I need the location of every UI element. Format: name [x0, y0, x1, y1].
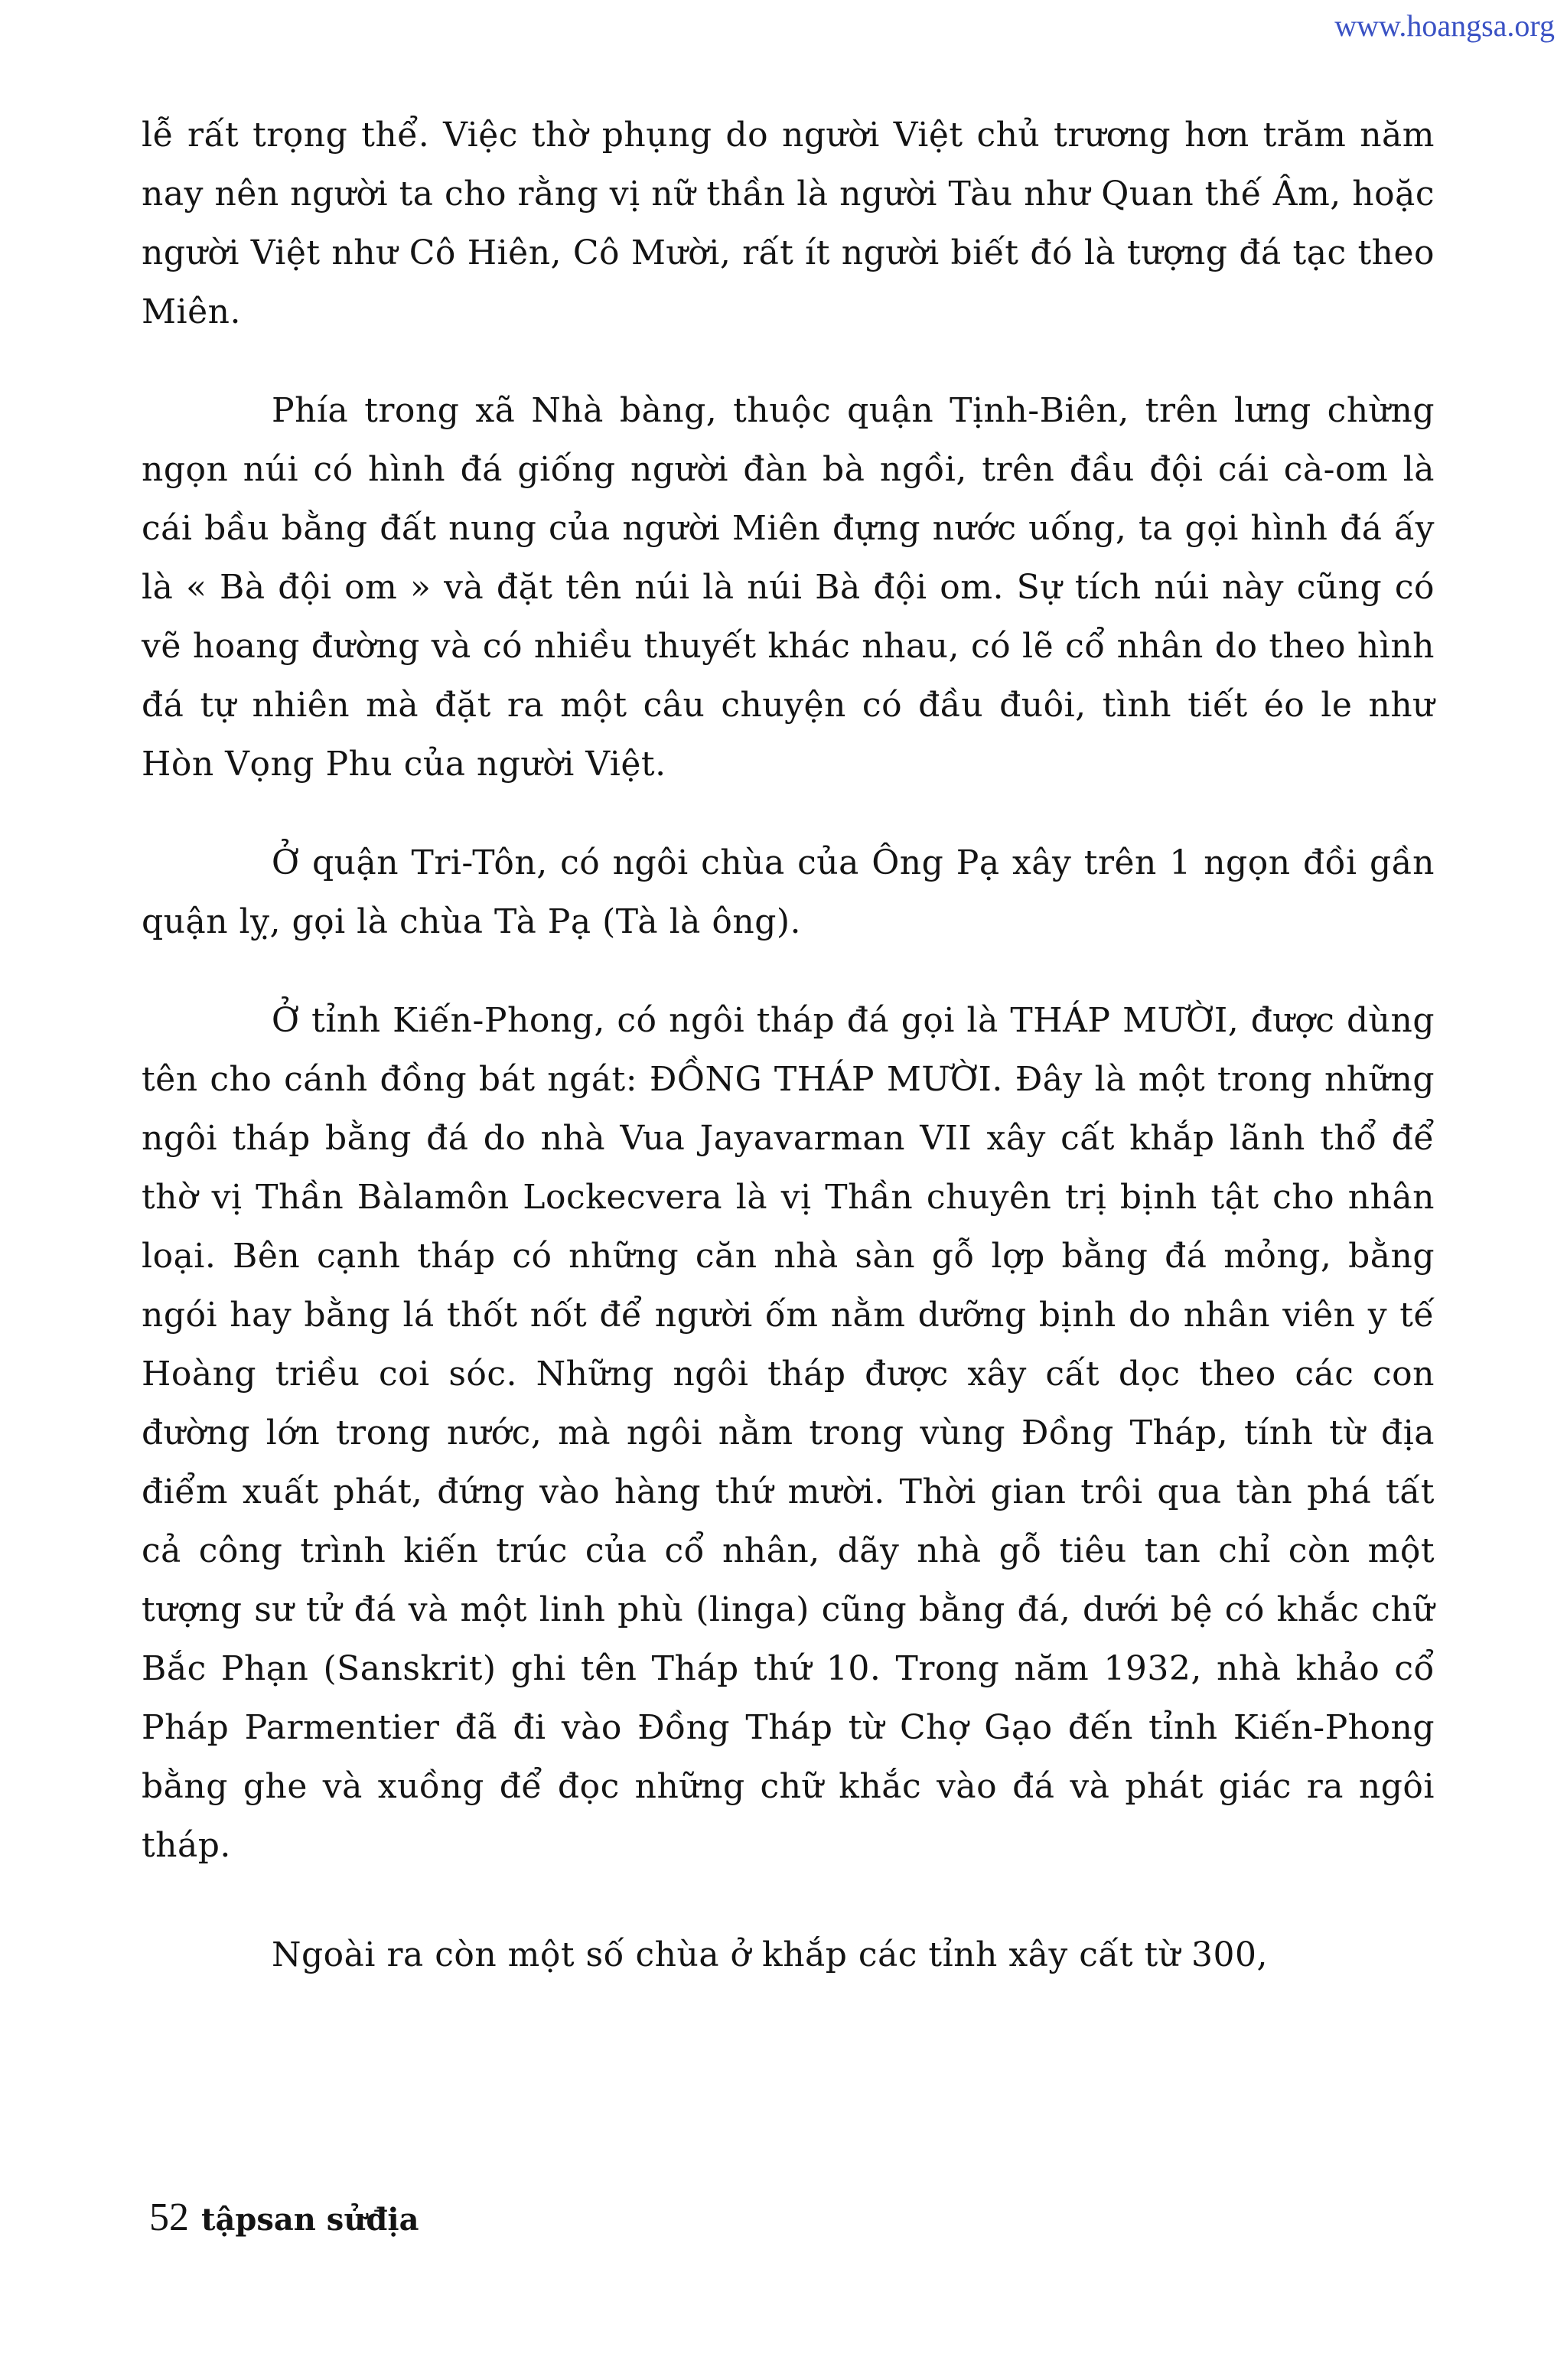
paragraph-5: Ngoài ra còn một số chùa ở khắp các tỉnh xây cất từ 300,	[272, 1935, 1268, 1974]
paragraph-2: Phía trong xã Nhà bàng, thuộc quận Tịnh-Biên, trên lưng chừng ngọn núi có hình đá giống người đàn bà ngồi, trên đầu đội cái cà-om là cái bầu bằng đất nung của người Miên đựng nước uống, ta gọi hình đá ấy là « Bà đội om » và đặt tên núi là núi Bà đội om. Sự tích núi này cũng có vẽ hoang đường và có nhiều thuyết khác nhau, có lẽ cổ nhân do theo hình đá tự nhiên mà đặt ra một câu chuyện có đầu đuôi, tình tiết éo le như Hòn Vọng Phu của người Việt.	[142, 391, 1435, 784]
paragraph-3: Ở quận Tri-Tôn, có ngôi chùa của Ông Pạ xây trên 1 ngọn đồi gần quận lỵ, gọi là chùa Tà Pạ (Tà là ông).	[142, 843, 1435, 941]
publication-title: tậpsan sửđịa	[201, 2202, 419, 2238]
page-number: 52	[149, 2196, 189, 2239]
watermark-url: www.hoangsa.org	[1334, 8, 1555, 43]
page-body	[142, 106, 1435, 1984]
page-footer	[149, 2195, 419, 2240]
paragraph-4: Ở tỉnh Kiến-Phong, có ngôi tháp đá gọi là THÁP MƯỜI, được dùng tên cho cánh đồng bát ngát: ĐỒNG THÁP MƯỜI. Đây là một trong những ngôi tháp bằng đá do nhà Vua Jayavarman VII xây cất khắp lãnh thổ để thờ vị Thần Bàlamôn Lockecvera là vị Thần chuyên trị bịnh tật cho nhân loại. Bên cạnh tháp có những căn nhà sàn gỗ lợp bằng đá mỏng, bằng ngói hay bằng lá thốt nốt để người ốm nằm dưỡng bịnh do nhân viên y tế Hoàng triều coi sóc. Những ngôi tháp được xây cất dọc theo các con đường lớn trong nước, mà ngôi nằm trong vùng Đồng Tháp, tính từ địa điểm xuất phát, đứng vào hàng thứ mười. Thời gian trôi qua tàn phá tất cả công trình kiến trúc của cổ nhân, dãy nhà gỗ tiêu tan chỉ còn một tượng sư tử đá và một linh phù (linga) cũng bằng đá, dưới bệ có khắc chữ Bắc Phạn (Sanskrit) ghi tên Tháp thứ 10. Trong năm 1932, nhà khảo cổ Pháp Parmentier đã đi vào Đồng Tháp từ Chợ Gạo đến tỉnh Kiến-Phong bằng ghe và xuồng để đọc những chữ khắc vào đá và phát giác ra ngôi tháp.	[142, 1001, 1435, 1865]
paragraph-1: lễ rất trọng thể. Việc thờ phụng do người Việt chủ trương hơn trăm năm nay nên người ta cho rằng vị nữ thần là người Tàu như Quan thế Âm, hoặc người Việt như Cô Hiên, Cô Mười, rất ít người biết đó là tượng đá tạc theo Miên.	[142, 116, 1435, 331]
